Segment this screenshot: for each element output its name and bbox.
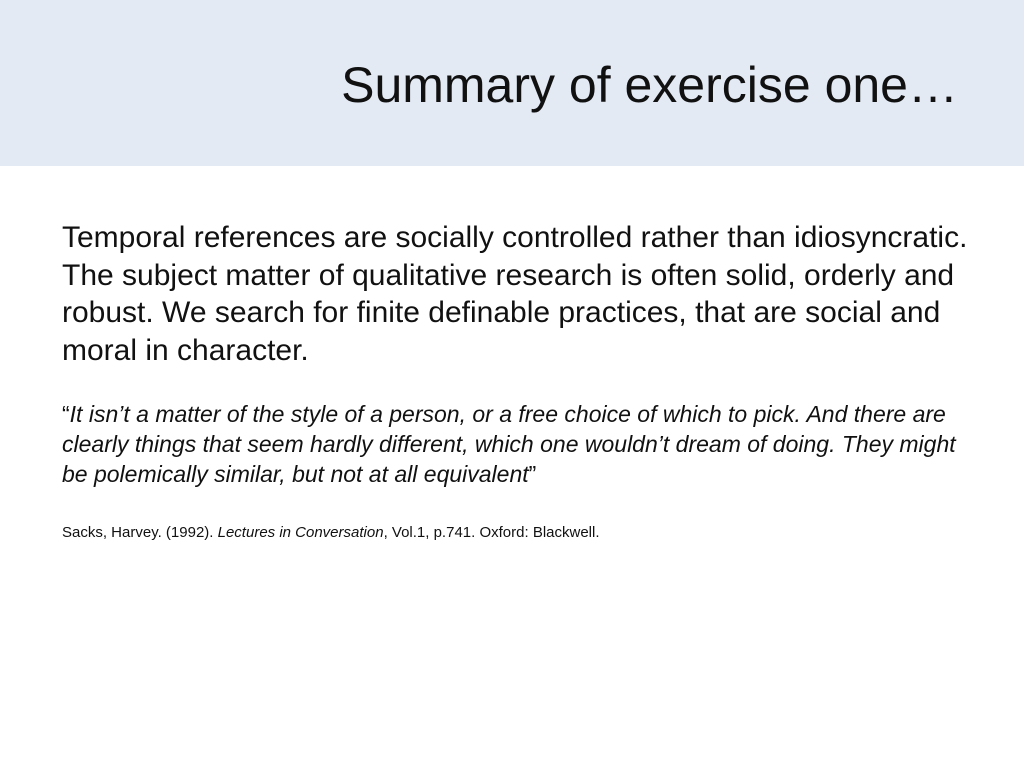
summary-statement: Temporal references are socially controlled rather than idiosyncratic. The subject matter of qualitative research is often solid, orderly and robust. We search for finite definable practices, that are social and moral in character. <box>62 221 968 367</box>
slide-title: Summary of exercise one… <box>341 57 958 113</box>
citation-author: Sacks, Harvey. (1992). <box>62 524 218 541</box>
citation <box>62 523 972 543</box>
quote-open-mark: “ <box>62 401 70 427</box>
slide-body <box>62 219 972 543</box>
quotation <box>62 399 972 489</box>
quote-close-mark: ” <box>528 461 537 487</box>
citation-book-title: Lectures in Conversation <box>217 524 384 541</box>
title-band <box>0 0 1024 166</box>
quote-text: It isn’t a matter of the style of a person, or a free choice of which to pick. And there are clearly things that seem hardly different, which one wouldn’t dream of doing. They might be polemically similar, but not at all equivalent <box>62 401 956 487</box>
citation-details: , Vol.1, p.741. Oxford: Blackwell. <box>383 524 600 541</box>
